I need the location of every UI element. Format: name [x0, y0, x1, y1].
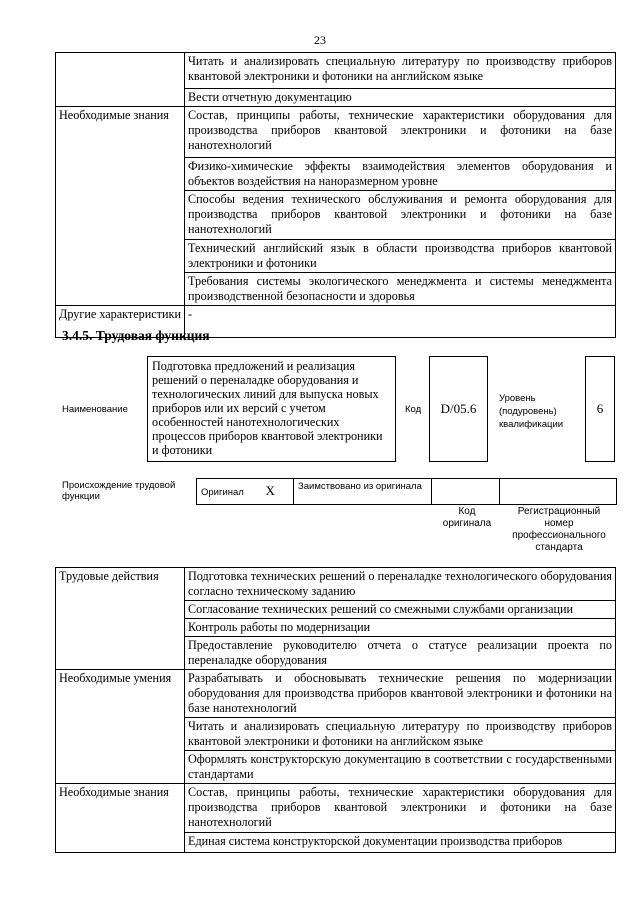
borrowed-label: Заимствовано из оригинала: [294, 479, 432, 505]
original-code-cell: [432, 479, 500, 505]
origin-label: Происхождение трудовой функции: [62, 480, 176, 502]
original-mark: X: [262, 479, 294, 505]
table-cell: -: [185, 306, 616, 338]
table-cell: Согласование технических решений со смежными службами организации: [185, 601, 616, 619]
table-cell: Разрабатывать и обосновывать технические решения по модернизации оборудования для производства приборов квантовой электроники и фотоники на базе нанотехнологий: [185, 670, 616, 718]
code-caption: Код оригинала: [442, 506, 492, 529]
origin-table: [196, 478, 617, 505]
skills-knowledge-table: [55, 52, 616, 338]
labor-function-table: [55, 567, 616, 853]
table-cell: Предоставление руководителю отчета о статусе реализации проекта по переналадке оборудования: [185, 637, 616, 670]
table-cell: Читать и анализировать специальную литературу по производству приборов квантовой электроники и фотоники на английском языке: [185, 53, 616, 89]
table-cell: Вести отчетную документацию: [185, 89, 616, 107]
table-cell: Читать и анализировать специальную литературу по производству приборов квантовой электроники и фотоники на английском языке: [185, 718, 616, 751]
registration-caption: Регистрационный номер профессионального стандарта: [512, 506, 606, 553]
page-number: 23: [314, 33, 326, 47]
function-code-box: D/05.6: [429, 356, 488, 462]
row-label-knowledge: Необходимые знания: [56, 107, 185, 306]
row-label-other: Другие характеристики: [56, 306, 185, 338]
table-cell: Контроль работы по модернизации: [185, 619, 616, 637]
registration-number-cell: [500, 479, 617, 505]
level-label: Уровень (подуровень) квалификации: [499, 393, 564, 430]
original-label: Оригинал: [197, 479, 262, 505]
table-cell: Единая система конструкторской документации производства приборов: [185, 833, 616, 853]
qualification-level-box: 6: [585, 356, 615, 462]
table-cell: Состав, принципы работы, технические характеристики оборудования для производства приборов квантовой электроники и фотоники на базе нанотехнологий: [185, 784, 616, 833]
code-label: Код: [405, 404, 422, 415]
table-cell: Подготовка технических решений о переналадке технологического оборудования согласно техническому заданию: [185, 568, 616, 601]
row-label-actions: Трудовые действия: [56, 568, 185, 670]
table-cell: Состав, принципы работы, технические характеристики оборудования для производства приборов квантовой электроники и фотоники на базе нанотехнологий: [185, 107, 616, 158]
table-cell: Способы ведения технического обслуживания и ремонта оборудования для производства приборов квантовой электроники и фотоники на базе нанотехнологий: [185, 191, 616, 240]
row-label-empty: [56, 53, 185, 107]
table-cell: Физико-химические эффекты взаимодействия элементов оборудования и объектов воздействия на наноразмерном уровне: [185, 158, 616, 191]
table-cell: Требования системы экологического менеджмента и системы менеджмента производственной безопасности и здоровья: [185, 273, 616, 306]
function-name-box: Подготовка предложений и реализация решений о переналадке оборудования и технологических линий для выпуска новых приборов или их версий с учетом особенностей нанотехнологических процессов приборов квантовой электроники и фотоники: [147, 356, 396, 462]
section-title: 3.4.5. Трудовая функция: [62, 328, 210, 343]
row-label-knowledge: Необходимые знания: [56, 784, 185, 853]
table-cell: Технический английский язык в области производства приборов квантовой электроники и фотоники: [185, 240, 616, 273]
name-label: Наименование: [62, 404, 128, 415]
table-cell: Оформлять конструкторскую документацию в соответствии с государственными стандартами: [185, 751, 616, 784]
row-label-skills: Необходимые умения: [56, 670, 185, 784]
